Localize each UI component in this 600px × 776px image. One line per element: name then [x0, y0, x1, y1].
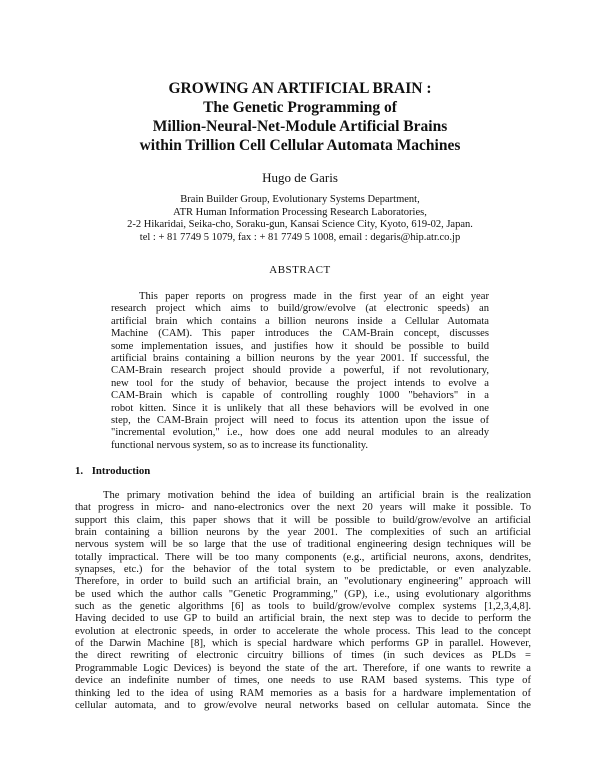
- body-line: synapses, etc.) for the behavior of the total system to be predictable, or even analyzable.: [75, 564, 531, 576]
- body-line: support this claim, this paper shows that it will be possible to build/grow/evolve an artificial: [75, 514, 531, 526]
- body-text: [75, 490, 531, 712]
- section-heading: [75, 465, 150, 477]
- abstract-line: some implementation issues, and justifies how it should be possible to build: [111, 340, 489, 352]
- abstract-line: robot kitten. Since it is unlikely that all these behaviors will be evolved in one: [111, 402, 489, 414]
- section-number: 1.: [75, 465, 84, 477]
- title-line: within Trillion Cell Cellular Automata Machines: [139, 137, 461, 154]
- abstract-line: Machine (CAM). This paper introduces the CAM-Brain concept, discusses: [111, 328, 489, 340]
- title-line: GROWING AN ARTIFICIAL BRAIN :: [168, 80, 432, 97]
- body-line: device an indefinite number of times, one needs to use RAM based systems. This type of: [75, 675, 531, 687]
- body-line: the direct rewriting of electronic circuitry billions of times (in such devices as PLDs =: [75, 650, 531, 662]
- body-line: Programmable Logic Devices) is beyond the state of the art. Therefore, if one wants to rewrite a: [75, 662, 531, 674]
- body-line: Having decided to use GP to build an artificial brain, the next step was to decide to perform the: [75, 613, 531, 625]
- author-affiliation: [0, 194, 600, 244]
- affiliation-line: ATR Human Information Processing Research Laboratories,: [173, 206, 427, 218]
- body-line: totally impractical. There will be too many components (e.g., artificial neurons, axons, dendrites,: [75, 551, 531, 563]
- affiliation-line: tel : + 81 7749 5 1079, fax : + 81 7749 5 1008, email : degaris@hip.atr.co.jp: [139, 231, 461, 243]
- affiliation-line: Brain Builder Group, Evolutionary Systems Department,: [180, 194, 420, 205]
- abstract-line: CAM-Brain research project should provide a powerful, if not revolutionary,: [111, 365, 489, 377]
- abstract-line: This paper reports on progress made in the first year of an eight year: [139, 291, 489, 302]
- body-line: Therefore, in order to build such an artificial brain, an "evolutionary engineering" approach will: [75, 576, 531, 588]
- body-line: The primary motivation behind the idea of building an artificial brain is the realization: [103, 490, 531, 501]
- abstract-line: artificial brain which contains a billion neurons inside a Cellular Automata: [111, 315, 489, 327]
- title-line: Million-Neural-Net-Module Artificial Brains: [152, 118, 448, 135]
- body-line: that progress in micro- and nano-electronics over the next 20 years will make it possible. To: [75, 502, 531, 514]
- abstract-line: research project which aims to build/grow/evolve (at electronic speeds) an: [111, 303, 489, 315]
- abstract-line: "incremental evolution," i.e., how does one add neural modules to an already: [111, 427, 489, 439]
- body-line: brain containing a billion neurons by the year 2001. The complexities of such an artificial: [75, 527, 531, 539]
- body-line: be used which the author calls "Genetic Programming," (GP), i.e., using evolutionary algorithms: [75, 588, 531, 600]
- body-line: cellular automata, and to grow/evolve neural networks based on cellular automata. Since the: [75, 699, 531, 711]
- section-title: Introduction: [91, 465, 151, 477]
- abstract-heading: ABSTRACT: [269, 264, 331, 276]
- paper-title: [0, 79, 600, 155]
- body-line: thinking led to the idea of using RAM memories as a basis for a hardware implementation of: [75, 687, 531, 699]
- body-line: evolution at electronic speeds, in order to accelerate the whole process. This lead to the concept: [75, 625, 531, 637]
- body-line: such as the genetic algorithms [6] as tools to build/grow/evolve complex systems [1,2,3,4,8].: [75, 601, 531, 613]
- abstract-line: artificial brains containing a billion neurons by the year 2001. If successful, the: [111, 352, 489, 364]
- abstract-line: CAM-Brain which is capable of controlling roughly 1000 "behaviors" in a: [111, 390, 489, 402]
- author-name: Hugo de Garis: [262, 170, 338, 185]
- body-line: nervous system will be so large that the use of traditional engineering design techniques will be: [75, 539, 531, 551]
- abstract-text: [111, 291, 489, 452]
- abstract-line: step, the CAM-Brain project will need to focus its attention upon the issue of: [111, 414, 489, 426]
- title-line: The Genetic Programming of: [203, 99, 397, 116]
- body-line: of the Darwin Machine [8], which is special hardware which performs GP in parallel. However,: [75, 638, 531, 650]
- affiliation-line: 2-2 Hikaridai, Seika-cho, Soraku-gun, Kansai Science City, Kyoto, 619-02, Japan.: [127, 219, 473, 231]
- abstract-line: new tool for the study of behavior, because the project intends to evolve a: [111, 377, 489, 389]
- abstract-line: functional nervous system, so as to increase its functionality.: [111, 439, 369, 451]
